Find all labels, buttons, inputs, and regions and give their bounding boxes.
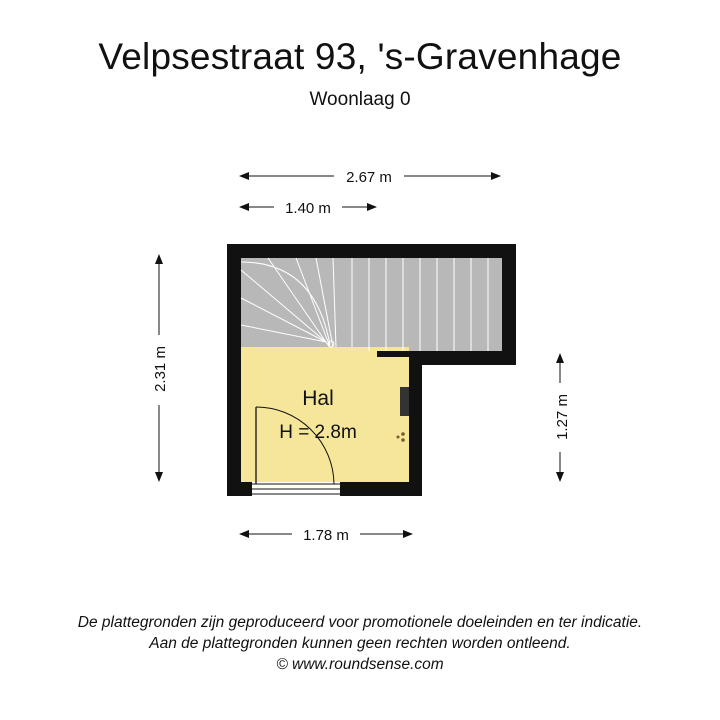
room-height: H = 2.8m [279,422,357,443]
room-name: Hal [302,387,334,410]
dim-right-label: 1.27 m [554,394,571,440]
dim-top-partial-label: 1.40 m [285,200,331,217]
dim-top-total-label: 2.67 m [346,169,392,186]
dim-top-partial [240,200,376,217]
floor-subtitle: Woonlaag 0 [309,89,411,110]
disclaimer [0,612,720,675]
dim-left [152,255,169,481]
disclaimer-line-1: De plattegronden zijn geproduceerd voor promotionele doeleinden en ter indicatie. [77,614,643,631]
copyright-link[interactable]: © www.roundsense.com [276,656,444,673]
room-hal [241,347,409,482]
dim-bottom [240,527,412,544]
dim-top-total [240,169,500,186]
disclaimer-line-2: Aan de plattegronden kunnen geen rechten worden ontleend. [149,635,571,652]
dim-bottom-label: 1.78 m [303,527,349,544]
wall-radiator [400,387,409,416]
dim-left-label: 2.31 m [152,346,169,392]
page-title: Velpsestraat 93, 's-Gravenhage [98,36,622,77]
stair-wall-notch [377,351,409,357]
stair-area [241,258,502,351]
dim-right [554,354,571,481]
